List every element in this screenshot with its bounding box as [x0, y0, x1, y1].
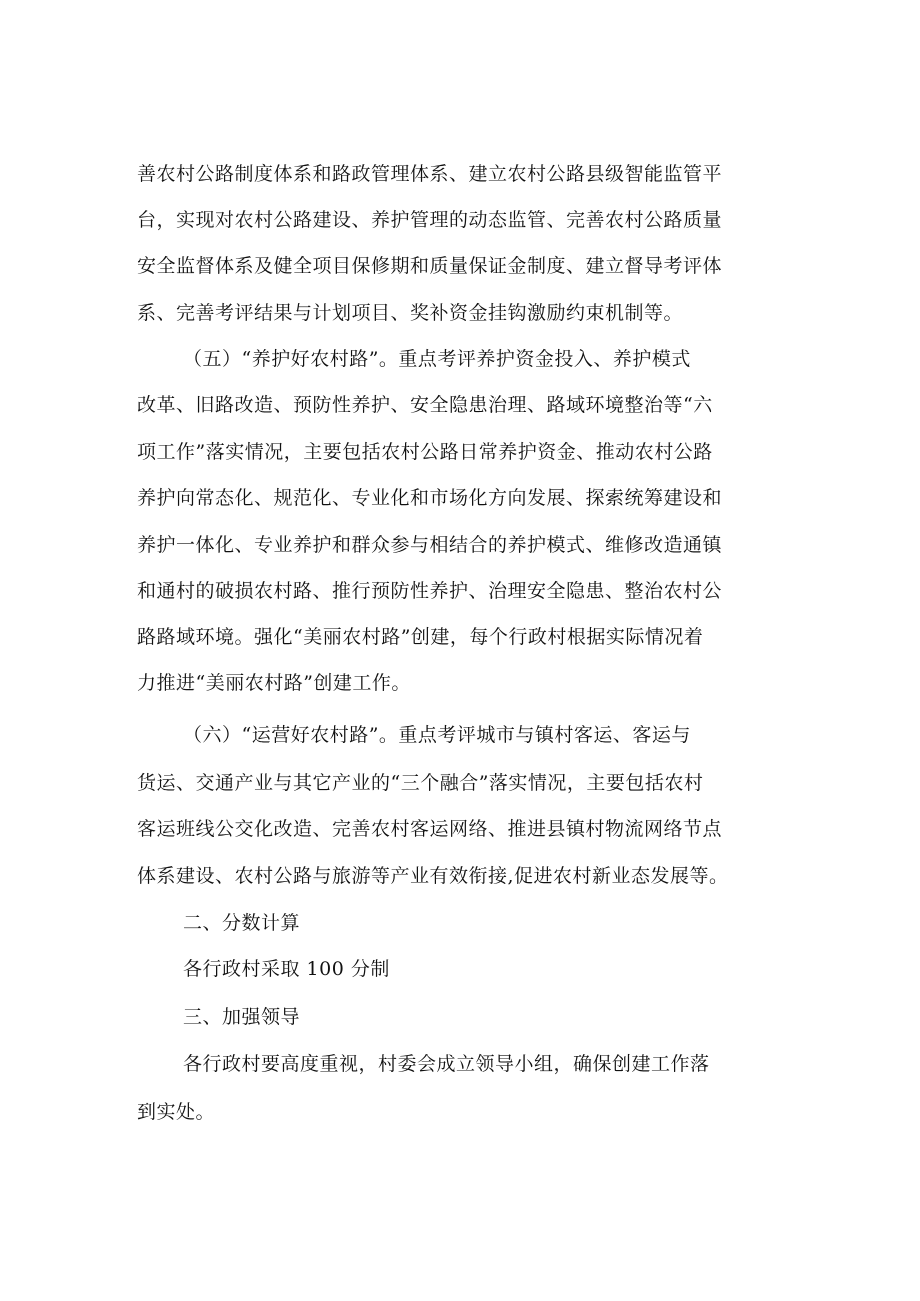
section-heading-leadership: 三、加强领导 [183, 1006, 301, 1028]
text-line: 养护一体化、专业养护和群众参与相结合的养护模式、维修改造通镇 [137, 534, 723, 556]
text-line: 台，实现对农村公路建设、养护管理的动态监管、完善农村公路质量 [137, 209, 723, 231]
text-line: 力推进“美丽农村路”创建工作。 [137, 672, 411, 694]
text-line: 到实处。 [137, 1101, 216, 1123]
text-line: 安全监督体系及健全项目保修期和质量保证金制度、建立督导考评体 [137, 255, 723, 277]
section-heading-scoring: 二、分数计算 [183, 912, 301, 934]
text-line: 和通村的破损农村路、推行预防性养护、治理安全隐患、整治农村公 [137, 580, 723, 602]
text-line: 系、完善考评结果与计划项目、奖补资金挂钩激励约束机制等。 [137, 302, 684, 324]
text-line: 客运班线公交化改造、完善农村客运网络、推进县镇村物流网络节点 [137, 818, 723, 840]
text-line: 各行政村要高度重视，村委会成立领导小组，确保创建工作落 [183, 1053, 710, 1075]
text-line: 养护向常态化、规范化、专业化和市场化方向发展、探索统筹建设和 [137, 487, 723, 509]
text-line: 善农村公路制度体系和路政管理体系、建立农村公路县级智能监管平 [137, 163, 723, 185]
text-line: 各行政村采取 100 分制 [183, 958, 390, 980]
text-line: 体系建设、农村公路与旅游等产业有效衔接,促进农村新业态发展等。 [137, 865, 729, 887]
text-line: 货运、交通产业与其它产业的“三个融合”落实情况，主要包括农村 [137, 772, 704, 794]
section-heading-5: （五）“养护好农村路”。重点考评养护资金投入、养护模式 [183, 348, 691, 370]
text-line: 项工作”落实情况，主要包括农村公路日常养护资金、推动农村公路 [137, 441, 713, 463]
text-line: 改革、旧路改造、预防性养护、安全隐患治理、路域环境整治等“六 [137, 394, 713, 416]
section-heading-6: （六）“运营好农村路”。重点考评城市与镇村客运、客运与 [183, 724, 691, 746]
text-line: 路路域环境。强化“美丽农村路”创建，每个行政村根据实际情况着 [137, 626, 704, 648]
